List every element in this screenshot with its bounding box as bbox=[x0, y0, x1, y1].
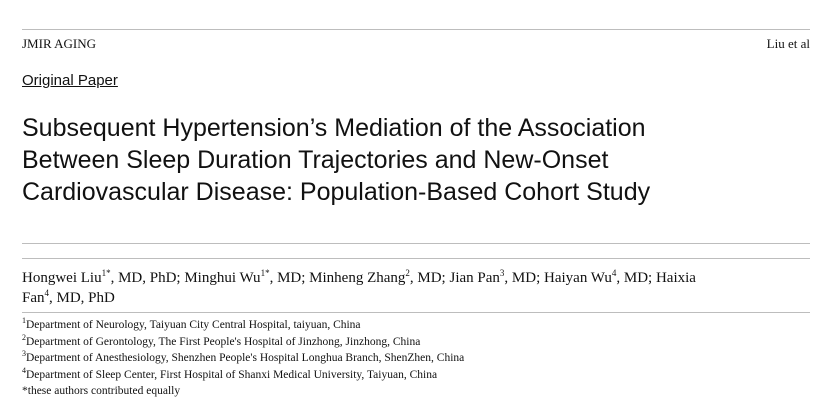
title-line: Between Sleep Duration Trajectories and New-Onset bbox=[22, 146, 609, 174]
affiliation-item bbox=[22, 350, 810, 367]
author-affil-sup: 4 bbox=[44, 288, 49, 298]
affiliation-sup: 4 bbox=[22, 365, 26, 375]
affiliation-text: *these authors contributed equally bbox=[22, 385, 181, 397]
equal-contribution-note bbox=[22, 383, 810, 400]
author-name: Minghui Wu bbox=[184, 270, 261, 286]
author-degree: , MD; bbox=[409, 270, 450, 286]
author-name: Fan bbox=[22, 290, 45, 306]
affiliation-item bbox=[22, 334, 810, 351]
author-degree: , MD; bbox=[504, 270, 544, 286]
affiliation-text: Department of Anesthesiology, Shenzhen People's Hospital Longhua Branch, ShenZhen, China bbox=[26, 352, 465, 364]
title-line: Cardiovascular Disease: Population-Based Cohort Study bbox=[22, 178, 651, 206]
author-degree: , MD, PhD; bbox=[110, 270, 185, 286]
author-affil-sup: 3 bbox=[499, 268, 505, 278]
affiliation-text: Department of Neurology, Taiyuan City Central Hospital, taiyuan, China bbox=[26, 319, 361, 331]
affiliation-text: Department of Gerontology, The First People's Hospital of Jinzhong, Jinzhong, China bbox=[26, 335, 421, 348]
author-affil-sup: 4 bbox=[611, 268, 617, 278]
author-name: Haixia bbox=[655, 270, 696, 286]
header-rule-top bbox=[22, 29, 810, 30]
affiliation-sup: 3 bbox=[22, 349, 26, 359]
affiliation-sup: 2 bbox=[22, 332, 26, 342]
author-degree: , MD; bbox=[616, 270, 656, 286]
author-name: Minheng Zhang bbox=[309, 270, 406, 286]
affiliation-list bbox=[22, 317, 810, 400]
affiliation-text: Department of Sleep Center, First Hospital of Shanxi Medical University, Taiyuan, China bbox=[26, 368, 438, 381]
affiliation-item bbox=[22, 317, 810, 334]
title-line: Subsequent Hypertension’s Mediation of the Association bbox=[22, 114, 646, 142]
author-degree: , MD, PhD bbox=[49, 290, 115, 306]
author-line-2 bbox=[22, 288, 810, 308]
authors-rule-top bbox=[22, 258, 810, 259]
article-page bbox=[22, 0, 810, 418]
author-degree: , MD; bbox=[269, 270, 310, 286]
article-title bbox=[22, 112, 802, 208]
authors-rule-bottom bbox=[22, 312, 810, 313]
author-affil-sup: 1* bbox=[260, 268, 270, 278]
running-authors: Liu et al bbox=[766, 36, 810, 51]
affiliation-item bbox=[22, 367, 810, 384]
author-affil-sup: 1* bbox=[101, 268, 111, 278]
affiliation-sup: 1 bbox=[22, 316, 26, 326]
author-name: Jian Pan bbox=[449, 270, 500, 286]
author-affil-sup: 2 bbox=[405, 268, 410, 278]
journal-name: JMIR AGING bbox=[22, 36, 97, 51]
author-name: Haiyan Wu bbox=[544, 270, 612, 286]
author-line-1 bbox=[22, 268, 810, 288]
article-type: Original Paper bbox=[22, 72, 118, 89]
title-rule bbox=[22, 243, 810, 244]
author-list bbox=[22, 268, 810, 308]
author-name: Hongwei Liu bbox=[22, 270, 102, 286]
